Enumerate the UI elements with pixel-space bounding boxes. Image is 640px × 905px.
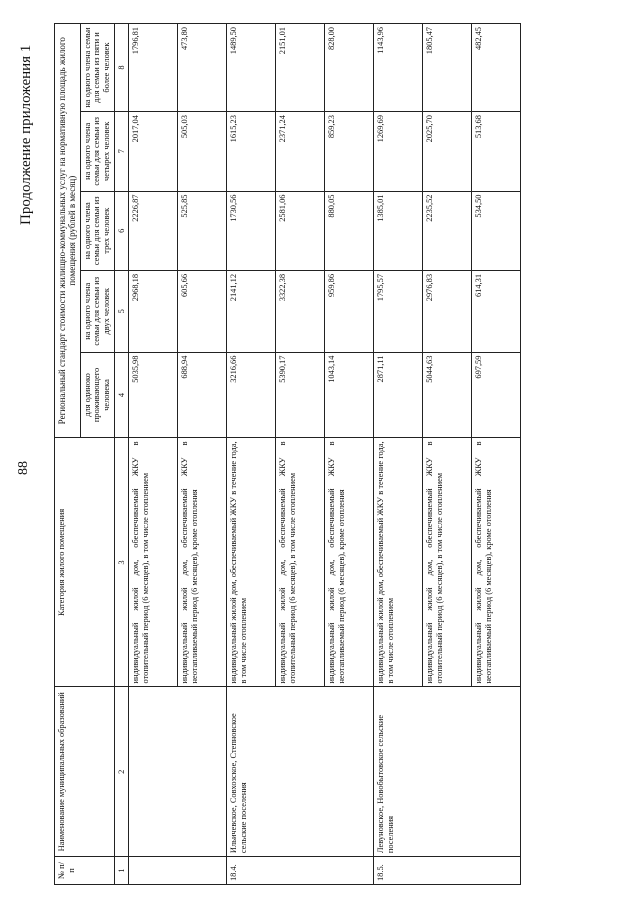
- value-cell: 1043,14: [325, 352, 374, 438]
- value-cell: 5044,63: [423, 352, 472, 438]
- value-cell: 1385,01: [374, 191, 423, 270]
- category-cell: индивидуальный жилой дом, обеспечиваемый ЖКУ в течение года, в том числе отоплением: [227, 438, 276, 687]
- standards-table: [54, 23, 521, 885]
- value-cell: 1143,96: [374, 24, 423, 112]
- row-number: [129, 857, 227, 885]
- value-cell: 1489,50: [227, 24, 276, 112]
- value-cell: 513,68: [472, 112, 521, 191]
- value-cell: 959,86: [325, 270, 374, 352]
- value-cell: 505,03: [178, 112, 227, 191]
- col-number: 7: [114, 112, 129, 191]
- value-cell: 525,85: [178, 191, 227, 270]
- col-number: 8: [114, 24, 129, 112]
- category-cell: индивидуальный жилой дом, обеспечиваемый ЖКУ в отопительный период (6 месяцев), в том числе отоплением: [423, 438, 472, 687]
- value-cell: 473,80: [178, 24, 227, 112]
- value-cell: 2871,11: [374, 352, 423, 438]
- value-cell: 2371,24: [276, 112, 325, 191]
- municipality-name: Ильичевское, Совхозское, Степновское сельские поселения: [227, 687, 374, 857]
- value-cell: 2226,87: [129, 191, 178, 270]
- value-cell: 3216,66: [227, 352, 276, 438]
- category-cell: индивидуальный жилой дом, обеспечиваемый ЖКУ в неотапливаемый период (6 месяцев), кроме отопления: [178, 438, 227, 687]
- value-cell: 859,23: [325, 112, 374, 191]
- appendix-title: Продолжение приложения 1: [18, 44, 34, 225]
- page-number: 88: [16, 461, 31, 475]
- value-cell: 3322,38: [276, 270, 325, 352]
- value-cell: 697,59: [472, 352, 521, 438]
- value-cell: 1796,81: [129, 24, 178, 112]
- value-cell: 1730,56: [227, 191, 276, 270]
- value-cell: 2025,70: [423, 112, 472, 191]
- value-cell: 482,45: [472, 24, 521, 112]
- category-cell: индивидуальный жилой дом, обеспечиваемый ЖКУ в течение года, в том числе отоплением: [374, 438, 423, 687]
- header-sub-2: на одного члена семьи для семьи из двух человек: [80, 270, 114, 352]
- category-cell: индивидуальный жилой дом, обеспечиваемый ЖКУ в неотапливаемый период (6 месяцев), кроме отопления: [325, 438, 374, 687]
- value-cell: 2976,83: [423, 270, 472, 352]
- category-cell: индивидуальный жилой дом, обеспечиваемый ЖКУ в отопительный период (6 месяцев), в том числе отоплением: [129, 438, 178, 687]
- header-sub-5: на одного члена семьи для семьи из пяти и более человек: [80, 24, 114, 112]
- row-number: 18.5.: [374, 857, 521, 885]
- col-number: 5: [114, 270, 129, 352]
- header-sub-4: на одного члена семьи для семьи из четырех человек: [80, 112, 114, 191]
- value-cell: 2968,18: [129, 270, 178, 352]
- municipality-name: [129, 687, 227, 857]
- category-cell: индивидуальный жилой дом, обеспечиваемый ЖКУ в отопительный период (6 месяцев), в том числе отоплением: [276, 438, 325, 687]
- col-number: 2: [114, 687, 129, 857]
- value-cell: 5390,17: [276, 352, 325, 438]
- value-cell: 2581,06: [276, 191, 325, 270]
- header-standard: Региональный стандарт стоимости жилищно-коммунальных услуг на нормативную площадь жилого помещения (рублей в месяц): [55, 24, 81, 438]
- category-cell: индивидуальный жилой дом, обеспечиваемый ЖКУ в неотапливаемый период (6 месяцев), кроме отопления: [472, 438, 521, 687]
- value-cell: 605,66: [178, 270, 227, 352]
- col-number: 1: [114, 857, 129, 885]
- value-cell: 688,94: [178, 352, 227, 438]
- municipality-name: Левуновское, Новобытовское сельские поселения: [374, 687, 521, 857]
- column-number-row: [114, 24, 129, 885]
- header-municipality: Наименование муниципальных образований: [55, 687, 115, 857]
- col-number: 6: [114, 191, 129, 270]
- value-cell: 880,05: [325, 191, 374, 270]
- value-cell: 828,00: [325, 24, 374, 112]
- header-num: № п/п: [55, 857, 115, 885]
- table-row: [129, 24, 178, 885]
- value-cell: 614,31: [472, 270, 521, 352]
- value-cell: 2141,12: [227, 270, 276, 352]
- col-number: 3: [114, 438, 129, 687]
- value-cell: 534,50: [472, 191, 521, 270]
- table-row: [374, 24, 423, 885]
- value-cell: 2151,01: [276, 24, 325, 112]
- value-cell: 1805,47: [423, 24, 472, 112]
- value-cell: 1269,69: [374, 112, 423, 191]
- header-sub-1: для одиноко проживающего человека: [80, 352, 114, 438]
- col-number: 4: [114, 352, 129, 438]
- header-category: Категория жилого помещения: [55, 438, 115, 687]
- row-number: 18.4.: [227, 857, 374, 885]
- value-cell: 2017,04: [129, 112, 178, 191]
- table-row: [227, 24, 276, 885]
- value-cell: 1615,23: [227, 112, 276, 191]
- value-cell: 2235,52: [423, 191, 472, 270]
- value-cell: 5035,98: [129, 352, 178, 438]
- header-sub-3: на одного члена семьи для семьи из трех человек: [80, 191, 114, 270]
- value-cell: 1795,57: [374, 270, 423, 352]
